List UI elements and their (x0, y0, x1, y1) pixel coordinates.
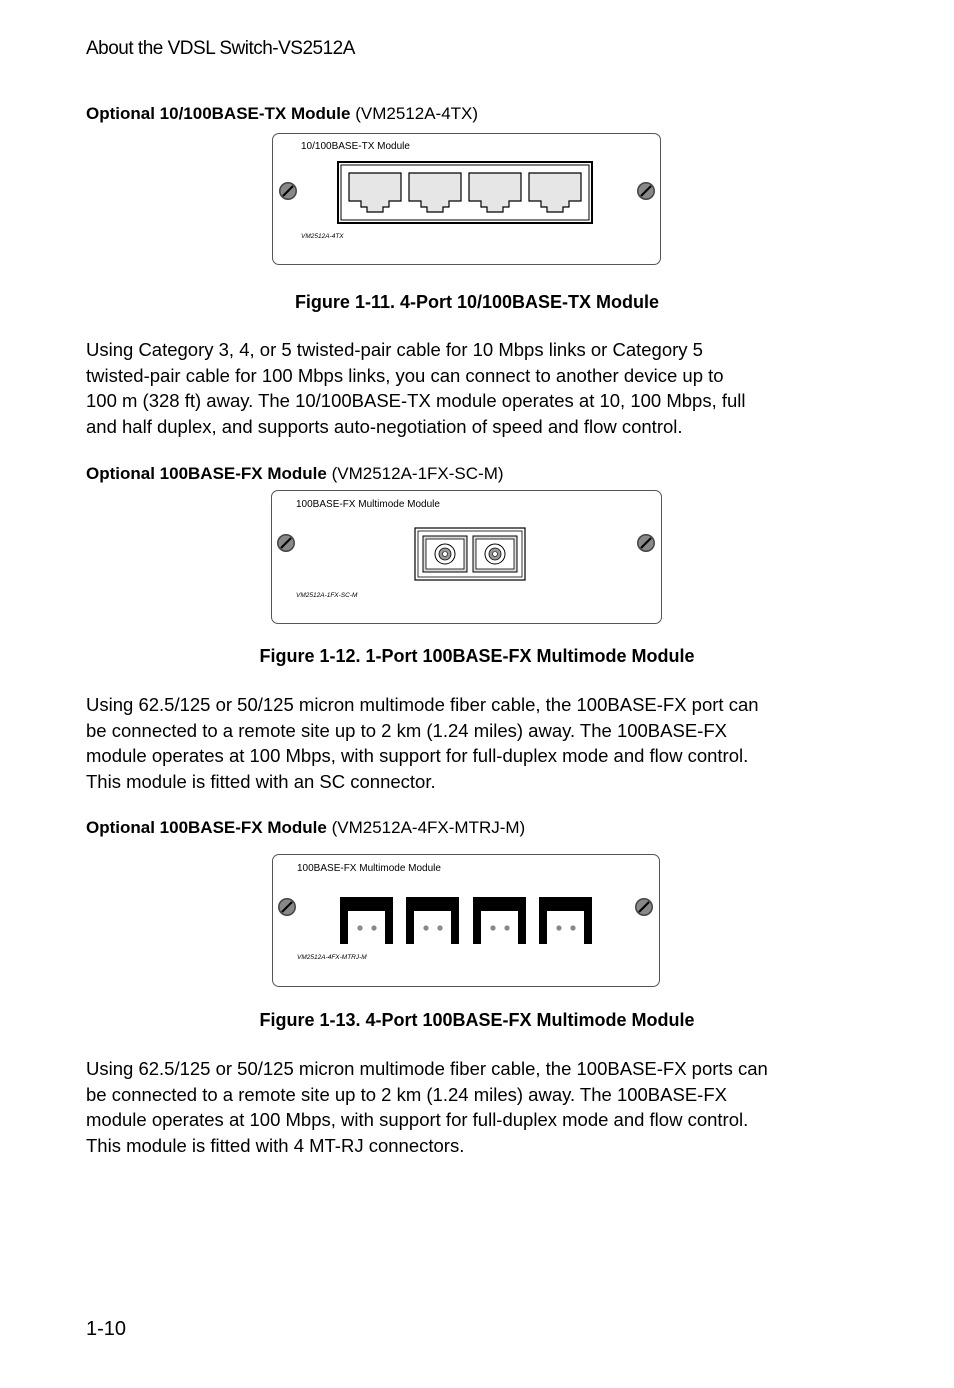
section-heading-tx (86, 104, 478, 124)
figure-caption: Figure 1-13. 4-Port 100BASE-FX Multimode Module (259, 1010, 695, 1030)
section-heading-bold: Optional 100BASE-FX Module (86, 818, 327, 837)
sc-port-icon (473, 536, 517, 572)
screw-icon (634, 897, 654, 917)
paragraph-line: Using 62.5/125 or 50/125 micron multimode fiber cable, the 100BASE-FX ports can (86, 1058, 768, 1079)
section-heading-model: (VM2512A-4FX-MTRJ-M) (331, 818, 526, 837)
figure-caption: Figure 1-12. 1-Port 100BASE-FX Multimode Module (259, 646, 695, 666)
section-paragraph (86, 337, 856, 439)
sc-connector (414, 527, 526, 581)
mtrj-port-icon (473, 897, 526, 944)
paragraph-line: be connected to a remote site up to 2 km (1.24 miles) away. The 100BASE-FX (86, 719, 727, 741)
paragraph-line: be connected to a remote site up to 2 km (1.24 miles) away. The 100BASE-FX (86, 1083, 727, 1105)
module-label: 10/100BASE-TX Module (301, 141, 410, 152)
running-header: About the VDSL Switch-VS2512A (86, 38, 355, 59)
screw-icon (277, 897, 297, 917)
paragraph-line: Using Category 3, 4, or 5 twisted-pair cable for 10 Mbps links or Category 5 (86, 339, 703, 360)
section-heading-model: (VM2512A-1FX-SC-M) (331, 464, 504, 483)
mtrj-port-icon (340, 897, 393, 944)
module-model-label: VM2512A-1FX-SC-M (296, 592, 358, 599)
section-heading-fx-mtrj (86, 818, 525, 838)
screw-icon (636, 181, 656, 201)
fx-sc-module-figure (271, 490, 662, 624)
screw-icon (276, 533, 296, 553)
fx-mtrj-module-figure (272, 854, 660, 987)
section-heading-bold: Optional 100BASE-FX Module (86, 464, 327, 483)
paragraph-line: and half duplex, and supports auto-negotiation of speed and flow control. (86, 415, 683, 437)
module-label: 100BASE-FX Multimode Module (297, 863, 441, 874)
section-heading-fx-sc (86, 464, 504, 484)
section-heading-model: (VM2512A-4TX) (355, 104, 479, 123)
paragraph-line: This module is fitted with an SC connector. (86, 770, 436, 792)
figure-caption: Figure 1-11. 4-Port 10/100BASE-TX Module (294, 292, 660, 312)
screw-icon (278, 181, 298, 201)
module-model-label: VM2512A-4FX-MTRJ-M (297, 954, 367, 961)
screw-icon (636, 533, 656, 553)
rj45-port-block (337, 161, 593, 224)
page-number: 1-10 (86, 1318, 127, 1340)
paragraph-line: twisted-pair cable for 100 Mbps links, you can connect to another device up to (86, 364, 724, 386)
module-model-label: VM2512A-4TX (301, 233, 344, 240)
section-paragraph (86, 692, 856, 794)
sc-port-icon (423, 536, 467, 572)
tx-module-figure (272, 133, 661, 265)
module-label: 100BASE-FX Multimode Module (296, 499, 440, 510)
section-paragraph (86, 1056, 856, 1158)
mtrj-port-block (339, 896, 595, 945)
mtrj-port-icon (539, 897, 592, 944)
section-heading-bold: Optional 10/100BASE-TX Module (86, 104, 351, 123)
paragraph-line: Using 62.5/125 or 50/125 micron multimode fiber cable, the 100BASE-FX port can (86, 694, 759, 715)
paragraph-line: This module is fitted with 4 MT-RJ connectors. (86, 1134, 465, 1156)
paragraph-line: module operates at 100 Mbps, with support for full-duplex mode and flow control. (86, 1109, 749, 1130)
mtrj-port-icon (406, 897, 459, 944)
paragraph-line: 100 m (328 ft) away. The 10/100BASE-TX module operates at 10, 100 Mbps, full (86, 390, 746, 411)
paragraph-line: module operates at 100 Mbps, with support for full-duplex mode and flow control. (86, 745, 749, 766)
